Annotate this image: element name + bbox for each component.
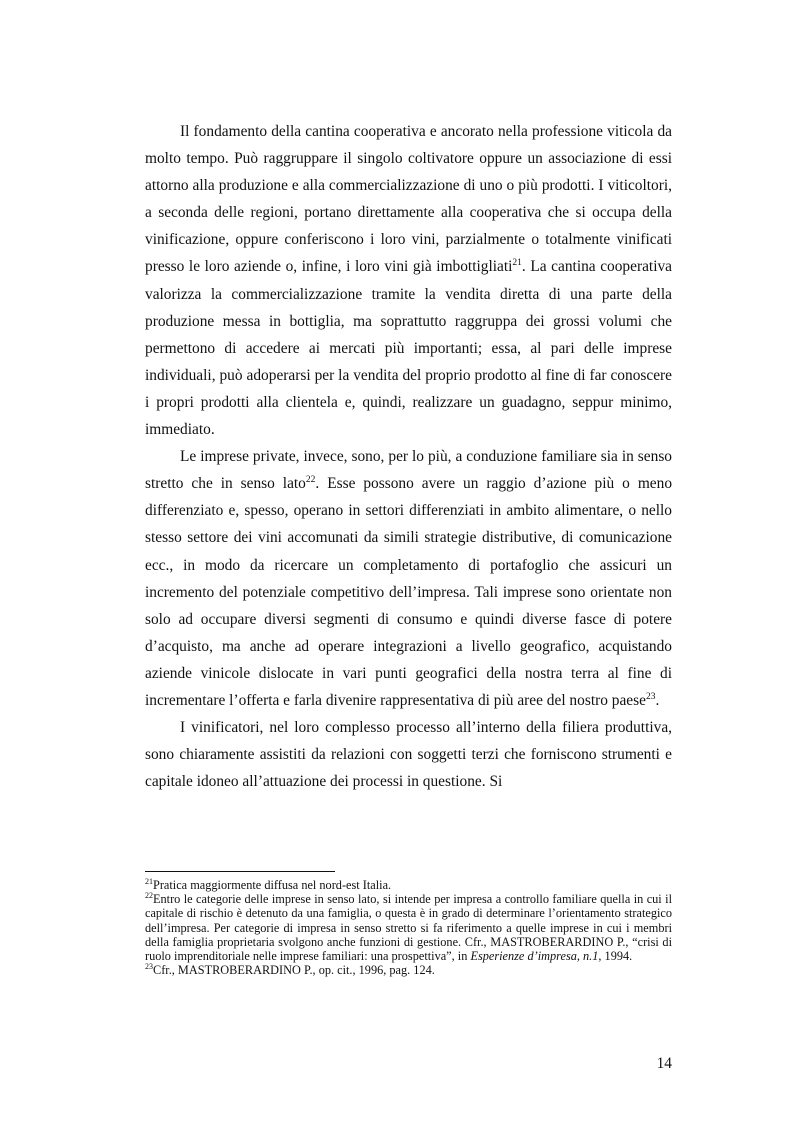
footnote-separator (145, 871, 335, 872)
footnote-ref-21: 21 (512, 258, 522, 269)
footnote-text: Cfr., MASTROBERARDINO P., op. cit., 1996, pag. 124. (153, 963, 435, 978)
footnote-ref-22: 22 (305, 475, 316, 486)
page-number: 14 (656, 1055, 672, 1072)
footnote-22 (145, 892, 672, 963)
footnote-text: Entro le categorie delle imprese in senso lato, si intende per impresa a controllo familiare quella in cui il capitale di rischio è detenuto da una famiglia, o questa è in grado di determinare l’orientamento strategico dell’impresa. Per categorie di impresa in senso stretto si fa riferimento a quelle imprese in cui i membri della famiglia proprietaria svolgono anche funzioni di gestione. Cfr., MASTROBERARDINO P., “crisi di ruolo imprenditoriale nelle imprese familiari: una prospettiva”, in (145, 892, 672, 964)
footnote-text: , 1994. (598, 949, 633, 964)
paragraph-text: Il fondamento della cantina cooperativa e ancorato nella professione viticola da molto tempo. Può raggruppare il singolo coltivatore oppure un associazione di essi attorno alla produzione e alla commercializzazione di uno o più prodotti. I viticoltori, a seconda delle regioni, portano direttamente alla cooperativa che si occupa della vinificazione, oppure conferiscono i loro vini, parzialmente o totalmente vinificati presso le loro aziende o, infine, i loro vini già imbottigliati (145, 123, 672, 276)
paragraph-text: Le imprese private, invece, sono, per lo più, a conduzione familiare sia in senso stretto che in senso lato (145, 448, 672, 493)
footnote-ref-23: 23 (645, 691, 656, 702)
footnote-21 (145, 878, 672, 892)
paragraph-winemakers (145, 714, 672, 795)
footnote-number: 21 (145, 876, 153, 886)
paragraph-text: . La cantina cooperativa valorizza la commercializzazione tramite la vendita diretta di una parte della produzione messa in bottiglia, ma soprattutto raggruppa dei grossi volumi che permettono di accedere ai mercati più importanti; essa, al pari delle imprese individuali, può adoperarsi per la vendita del proprio prodotto al fine di far conoscere i propri prodotti alla clientela e, quindi, realizzare un guadagno, seppur minimo, immediato. (145, 258, 672, 439)
paragraph-text: I vinificatori, nel loro complesso processo all’interno della filiera produttiva, sono chiaramente assistiti da relazioni con soggetti terzi che forniscono strumenti e capitale idoneo all’attuazione dei processi in questione. Si (145, 719, 672, 791)
footnotes (145, 878, 672, 977)
paragraph-text: . (655, 691, 660, 709)
footnote-text: Pratica maggiormente diffusa nel nord-est Italia. (153, 878, 392, 892)
footnote-number: 23 (145, 962, 153, 972)
footnote-citation-title: Esperienze d’impresa, n.1 (470, 949, 599, 964)
footnote-number: 22 (145, 891, 153, 901)
body-text (145, 118, 672, 795)
paragraph-cooperative (145, 118, 672, 443)
paragraph-private-firms (145, 443, 672, 714)
footnote-23 (145, 963, 672, 977)
paragraph-text: . Esse possono avere un raggio d’azione più o meno differenziato e, spesso, operano in settori differenziati in ambito alimentare, o nello stesso settore dei vini accomunati da simili strategie distributive, di comunicazione ecc., in modo da ricercare un completamento di portafoglio che assicuri un incremento del potenziale competitivo dell’impresa. Tali imprese sono orientate non solo ad occupare diversi segmenti di consumo e quindi diverse fasce di potere d’acquisto, ma anche ad operare integrazioni a livello geografico, acquistando aziende vinicole dislocate in vari punti geografici della nostra terra al fine di incrementare l’offerta e farla divenire rappresentativa di più aree del nostro paese (145, 475, 673, 709)
